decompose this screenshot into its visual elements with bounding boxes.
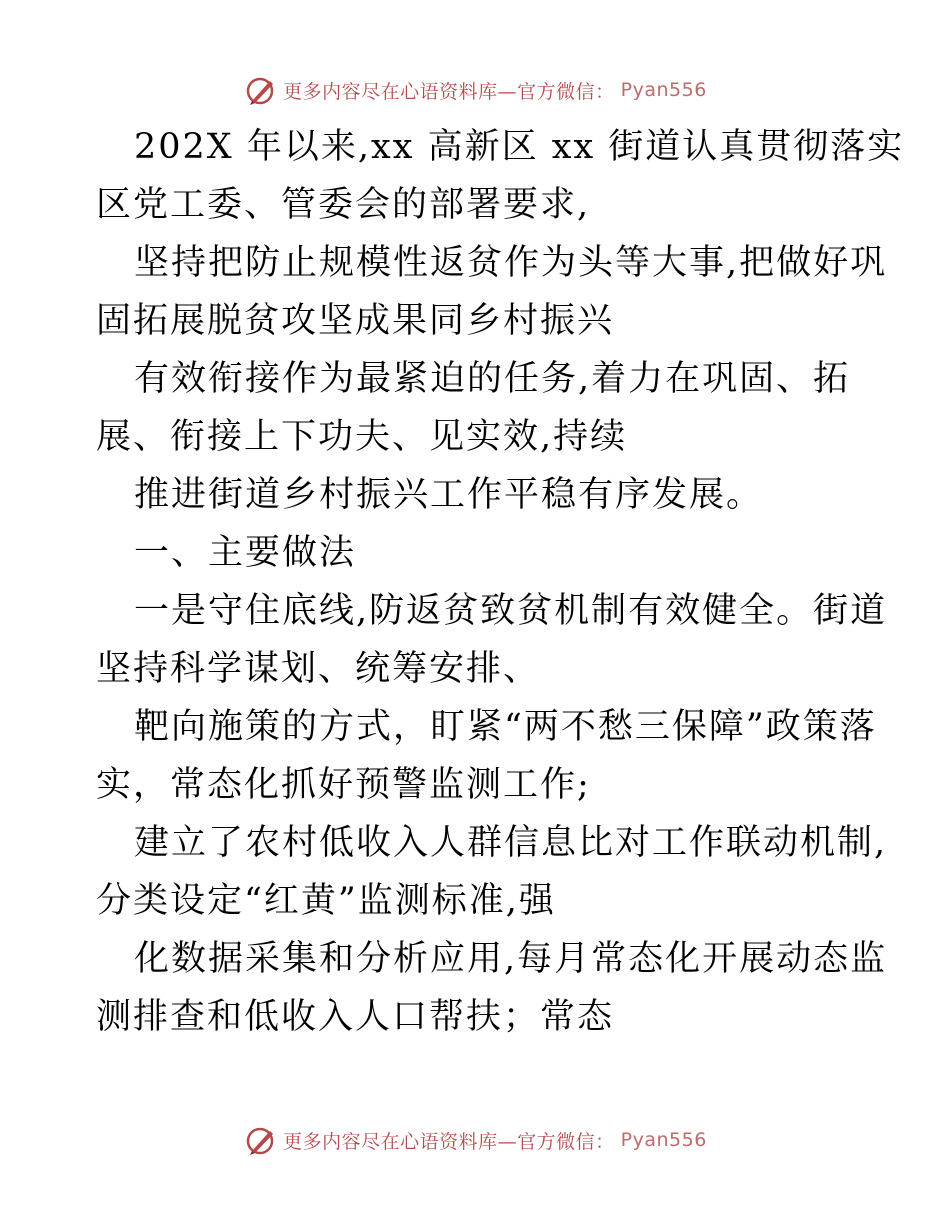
text-line: 推进街道乡村振兴工作平稳有序发展。 (134, 475, 764, 515)
text-line: 测排查和低收入人口帮扶；常态 (96, 997, 615, 1037)
text-line: 化数据采集和分析应用,每月常态化开展动态监 (134, 939, 888, 979)
text-line: 坚持科学谋划、统筹安排、 (96, 649, 541, 689)
text-line: 202X 年以来,xx 高新区 xx 街道认真贯彻落实 (134, 127, 905, 167)
text-line: 有效衔接作为最紧迫的任务,着力在巩固、拓 (134, 359, 851, 399)
document-body (96, 118, 905, 1046)
header-banner (0, 70, 950, 110)
pen-logo-icon (243, 1123, 277, 1157)
section-heading: 一、主要做法 (134, 533, 357, 573)
footer-banner (0, 1120, 950, 1160)
text-line: 区党工委、管委会的部署要求, (96, 185, 591, 225)
text-line: 坚持把防止规模性返贫作为头等大事,把做好巩 (134, 243, 888, 283)
text-line: 实，常态化抓好预警监测工作; (96, 765, 591, 805)
banner-wechat-id: Pyan556 (620, 1129, 707, 1151)
text-line: 靶向施策的方式，盯紧“两不愁三保障”政策落 (134, 707, 877, 747)
pen-logo-icon (243, 73, 277, 107)
banner-text: 更多内容尽在心语资料库—官方微信： (283, 1130, 615, 1153)
banner-wechat-id: Pyan556 (620, 79, 707, 101)
banner-text: 更多内容尽在心语资料库—官方微信： (283, 80, 615, 103)
text-line: 固拓展脱贫攻坚成果同乡村振兴 (96, 301, 615, 341)
text-line: 建立了农村低收入人群信息比对工作联动机制, (134, 823, 888, 863)
text-line: 一是守住底线,防返贫致贫机制有效健全。街道 (134, 591, 888, 631)
text-line: 分类设定“红黄”监测标准,强 (96, 881, 556, 921)
text-line: 展、衔接上下功夫、见实效,持续 (96, 417, 628, 457)
